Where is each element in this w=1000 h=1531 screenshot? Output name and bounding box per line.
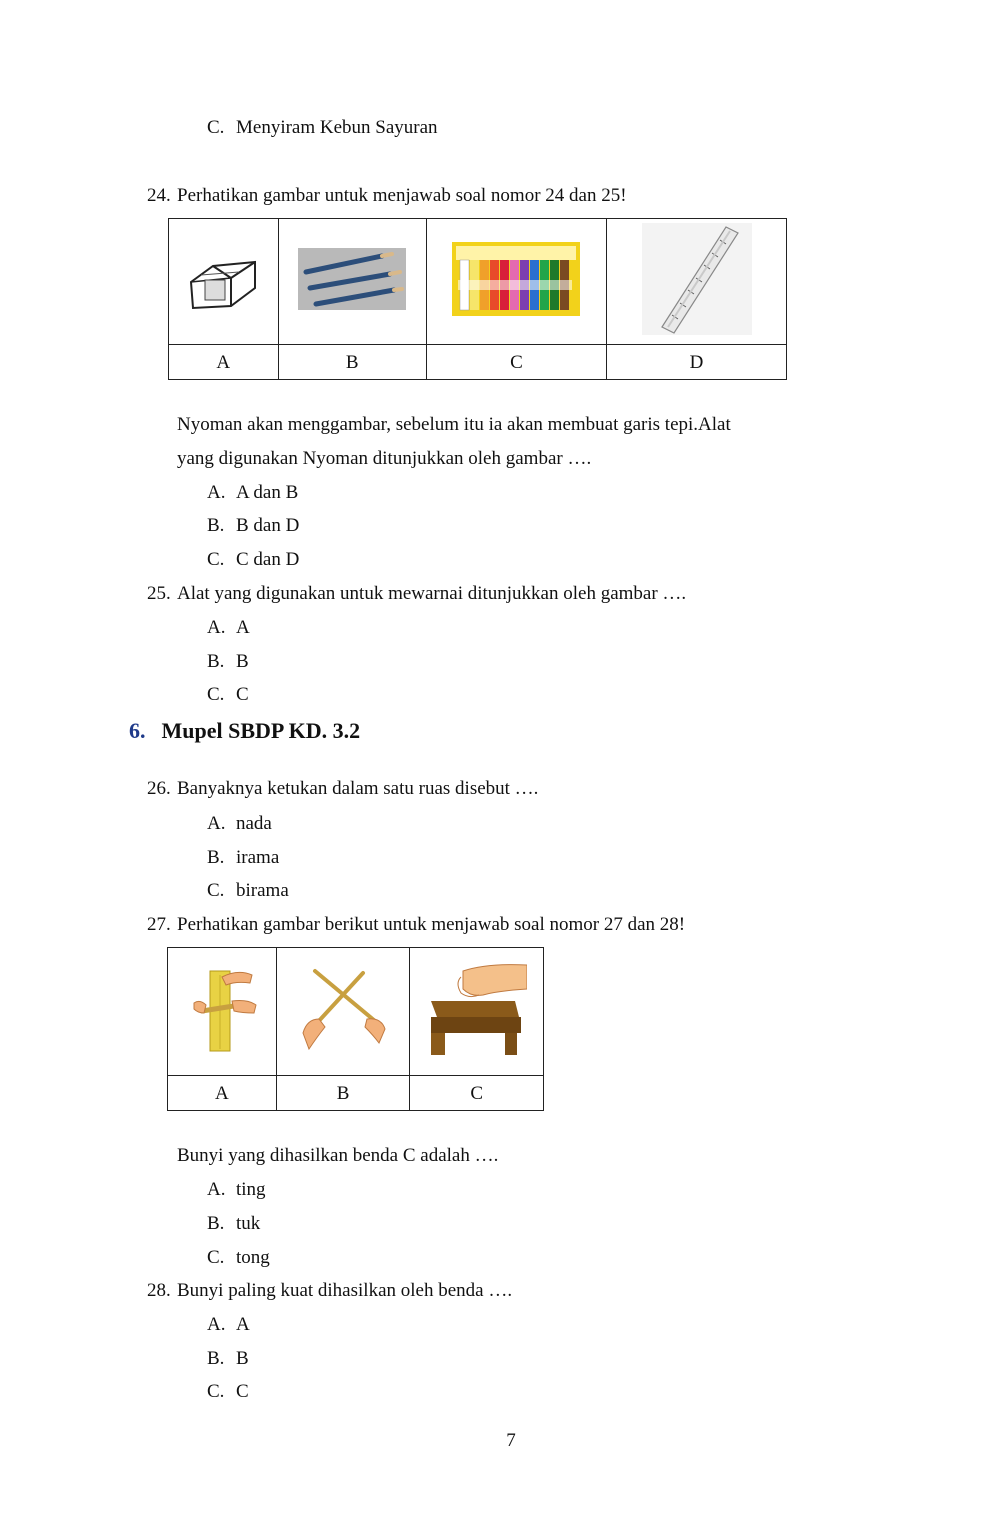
table-label: C [410,1076,544,1111]
question-number-27: 27. [147,914,171,935]
sticks-clash-icon [293,963,393,1055]
option-letter: B. [207,847,225,868]
question-body: yang digunakan Nyoman ditunjukkan oleh gambar …. [177,448,592,469]
pencils-cell [278,219,426,345]
option-letter: A. [207,617,226,638]
option-text: irama [236,847,280,868]
option-letter: B. [207,1213,225,1234]
option-text: A [236,617,250,638]
option-letter: A. [207,482,226,503]
table-label: A [169,345,279,380]
option-text: C [236,684,249,705]
option-text: B [236,1348,249,1369]
option-text: nada [236,813,272,834]
option-letter: C. [207,1247,225,1268]
option-letter: A. [207,1314,226,1335]
option-text: ting [236,1179,266,1200]
option-letter: C. [207,880,225,901]
picture-table-27 [167,947,544,1111]
question-prompt-25: Alat yang digunakan untuk mewarnai ditunjukkan oleh gambar …. [177,583,687,604]
ruler-cell [607,219,787,345]
option-letter: B. [207,651,225,672]
option-letter: C. [207,549,225,570]
question-body: Bunyi yang dihasilkan benda C adalah …. [177,1145,499,1166]
table-label: B [276,1076,410,1111]
question-number-26: 26. [147,778,171,799]
section-heading [129,720,360,742]
table-label: C [426,345,606,380]
question-number-24: 24. [147,185,171,206]
question-prompt-28: Bunyi paling kuat dihasilkan oleh benda …. [177,1280,513,1301]
option-text: C [236,1381,249,1402]
option-letter: A. [207,1179,226,1200]
table-knock-cell [410,948,544,1076]
option-letter: C. [207,684,225,705]
option-letter: B. [207,1348,225,1369]
option-text: birama [236,880,289,901]
ruler-icon [642,223,752,335]
option-text: B dan D [236,515,300,536]
option-text: tuk [236,1213,261,1234]
section-number: 6. [129,718,146,743]
picture-table-24 [168,218,787,380]
bamboo-tube-hit-icon [182,963,262,1055]
option-letter: A. [207,813,226,834]
table-label: A [168,1076,277,1111]
option-letter: B. [207,515,225,536]
question-body: Nyoman akan menggambar, sebelum itu ia akan membuat garis tepi.Alat [177,414,731,435]
option-text: C dan D [236,549,300,570]
option-text: B [236,651,249,672]
option-text: A dan B [236,482,299,503]
sticks-cell [276,948,410,1076]
table-label: D [607,345,787,380]
eraser-icon [183,244,263,314]
question-number-28: 28. [147,1280,171,1301]
pencils-icon [298,248,406,310]
option-text: tong [236,1247,270,1268]
question-prompt-24: Perhatikan gambar untuk menjawab soal nomor 24 dan 25! [177,185,627,206]
bamboo-cell [168,948,277,1076]
crayons-icon [452,242,580,316]
option-letter: C. [207,117,225,138]
question-number-25: 25. [147,583,171,604]
question-prompt-27: Perhatikan gambar berikut untuk menjawab soal nomor 27 dan 28! [177,914,686,935]
section-title: Mupel SBDP KD. 3.2 [161,718,361,743]
crayons-cell [426,219,606,345]
eraser-cell [169,219,279,345]
table-knock-icon [427,961,527,1057]
option-text: Menyiram Kebun Sayuran [236,117,438,138]
table-label: B [278,345,426,380]
question-prompt-26: Banyaknya ketukan dalam satu ruas disebut …. [177,778,539,799]
option-letter: C. [207,1381,225,1402]
option-text: A [236,1314,250,1335]
page-number: 7 [506,1430,516,1451]
